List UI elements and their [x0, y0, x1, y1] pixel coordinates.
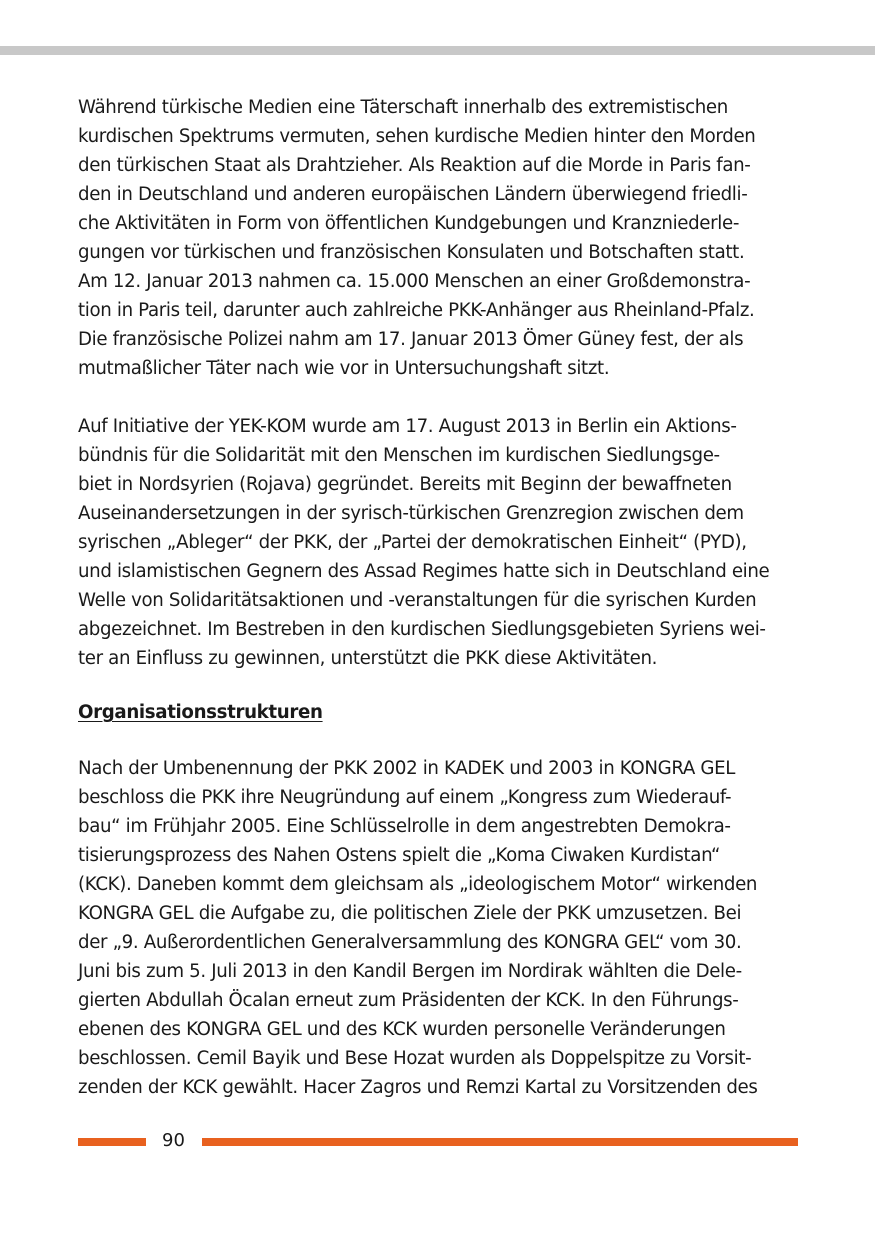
paragraph-line: ter an Einfluss zu gewinnen, unterstützt die PKK diese Aktivitäten.	[78, 648, 658, 669]
paragraph-line: bau“ im Frühjahr 2005. Eine Schlüsselrolle in dem angestrebten Demokra-	[78, 816, 731, 837]
paragraph-line: Am 12. Januar 2013 nahmen ca. 15.000 Menschen an einer Großdemonstra-	[78, 271, 751, 292]
paragraph-line: Nach der Umbenennung der PKK 2002 in KADEK und 2003 in KONGRA GEL	[78, 758, 736, 779]
paragraph-line: (KCK). Daneben kommt dem gleichsam als „ideologischem Motor“ wirkenden	[78, 874, 758, 895]
page-footer	[78, 1126, 798, 1156]
footer-bar-right	[202, 1138, 798, 1146]
paragraph-line: biet in Nordsyrien (Rojava) gegründet. Bereits mit Beginn der bewaffneten	[78, 474, 732, 495]
paragraph-line: zenden der KCK gewählt. Hacer Zagros und Remzi Kartal zu Vorsitzenden des	[78, 1077, 758, 1098]
paragraph-line: beschloss die PKK ihre Neugründung auf einem „Kongress zum Wiederauf-	[78, 787, 732, 808]
page-content	[78, 93, 800, 1102]
paragraph-2	[78, 412, 800, 673]
paragraph-line: KONGRA GEL die Aufgabe zu, die politischen Ziele der PKK umzusetzen. Bei	[78, 903, 742, 924]
paragraph-line: Welle von Solidaritätsaktionen und -veranstaltungen für die syrischen Kurden	[78, 590, 757, 611]
paragraph-line: Die französische Polizei nahm am 17. Januar 2013 Ömer Güney fest, der als	[78, 329, 744, 350]
paragraph-line: abgezeichnet. Im Bestreben in den kurdischen Siedlungsgebieten Syriens wei-	[78, 619, 766, 640]
paragraph-line: tion in Paris teil, darunter auch zahlreiche PKK-Anhänger aus Rheinland-Pfalz.	[78, 300, 755, 321]
paragraph-line: mutmaßlicher Täter nach wie vor in Untersuchungshaft sitzt.	[78, 358, 610, 379]
paragraph-line: beschlossen. Cemil Bayik und Bese Hozat wurden als Doppelspitze zu Vorsit-	[78, 1048, 752, 1069]
paragraph-line: Während türkische Medien eine Täterschaft innerhalb des extremistischen	[78, 97, 728, 118]
paragraph-line: den in Deutschland und anderen europäischen Ländern überwiegend friedli-	[78, 184, 748, 205]
footer-bar-left	[78, 1138, 146, 1146]
paragraph-spacer	[78, 727, 800, 754]
paragraph-line: bündnis für die Solidarität mit den Menschen im kurdischen Siedlungsge-	[78, 445, 720, 466]
paragraph-line: den türkischen Staat als Drahtzieher. Als Reaktion auf die Morde in Paris fan-	[78, 155, 751, 176]
paragraph-line: Auseinandersetzungen in der syrisch-türkischen Grenzregion zwischen dem	[78, 503, 744, 524]
paragraph-spacer	[78, 673, 800, 698]
paragraph-line: und islamistischen Gegnern des Assad Regimes hatte sich in Deutschland eine	[78, 561, 770, 582]
paragraph-line: ebenen des KONGRA GEL und des KCK wurden personelle Veränderungen	[78, 1019, 726, 1040]
paragraph-spacer	[78, 383, 800, 412]
paragraph-line: tisierungsprozess des Nahen Ostens spielt die „Koma Ciwaken Kurdistan“	[78, 845, 721, 866]
paragraph-3	[78, 754, 800, 1102]
paragraph-line: kurdischen Spektrums vermuten, sehen kurdische Medien hinter den Morden	[78, 126, 756, 147]
paragraph-line: syrischen „Ableger“ der PKK, der „Partei der demokratischen Einheit“ (PYD),	[78, 532, 747, 553]
page-number: 90	[162, 1130, 185, 1151]
paragraph-1	[78, 93, 800, 383]
paragraph-line: che Aktivitäten in Form von öffentlichen Kundgebungen und Kranzniederle-	[78, 213, 740, 234]
paragraph-line: Juni bis zum 5. Juli 2013 in den Kandil Bergen im Nordirak wählten die Dele-	[78, 961, 742, 982]
section-heading: Organisationsstrukturen	[78, 702, 323, 723]
paragraph-line: Auf Initiative der YEK-KOM wurde am 17. August 2013 in Berlin ein Aktions-	[78, 416, 737, 437]
top-rule	[0, 46, 875, 55]
paragraph-line: der „9. Außerordentlichen Generalversammlung des KONGRA GEL“ vom 30.	[78, 932, 742, 953]
paragraph-line: gierten Abdullah Öcalan erneut zum Präsidenten der KCK. In den Führungs-	[78, 990, 739, 1011]
paragraph-line: gungen vor türkischen und französischen Konsulaten und Botschaften statt.	[78, 242, 745, 263]
